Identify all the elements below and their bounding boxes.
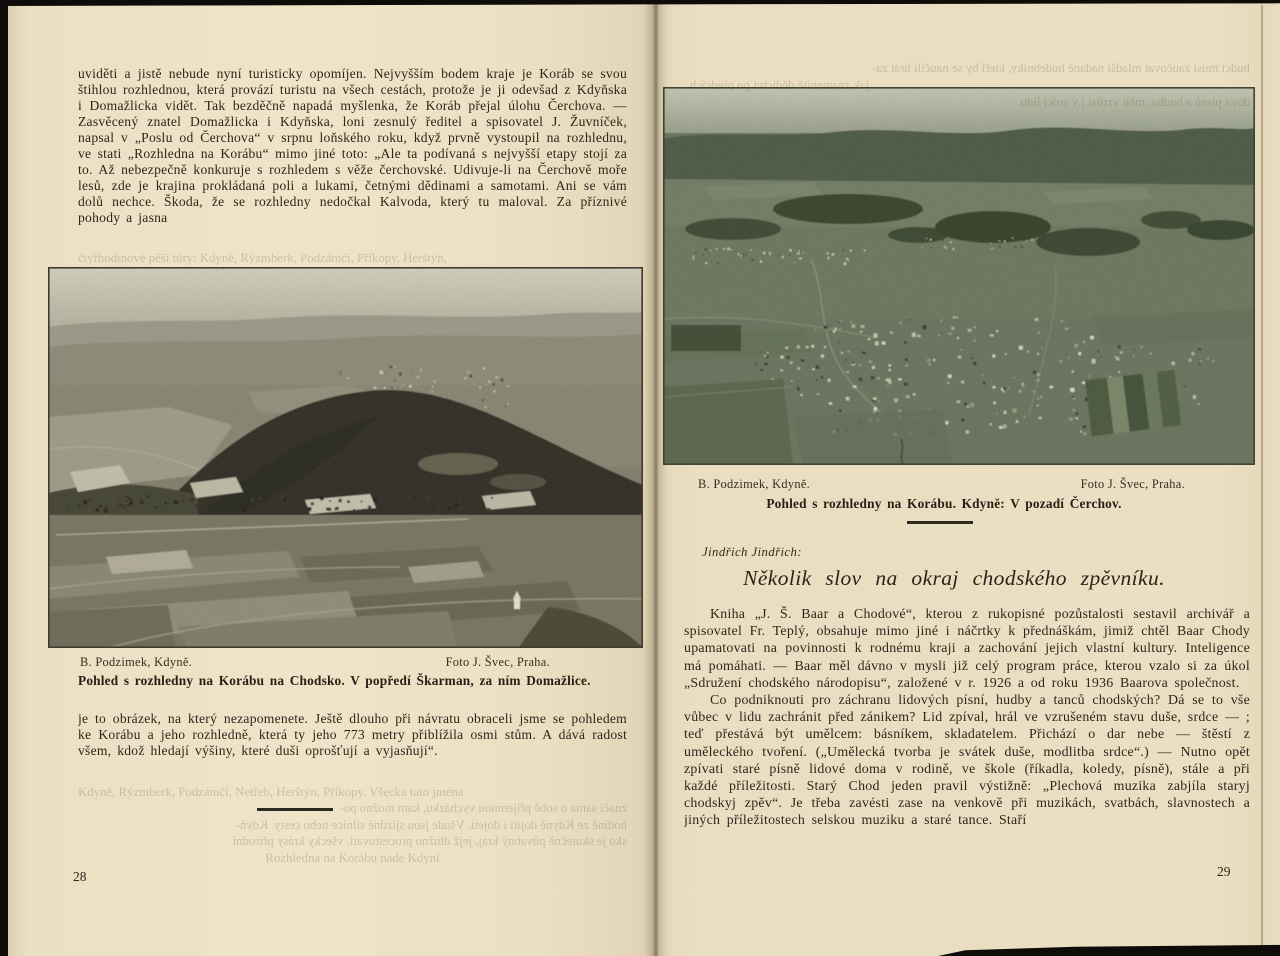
article-body (684, 606, 1250, 880)
right-page-number: 29 (1217, 864, 1231, 879)
left-photo-credit-author: B. Podzimek, Kdyně. (80, 655, 193, 669)
aerial-photo-chodsko (48, 267, 643, 648)
page-right (655, 0, 1280, 956)
right-photo-credit-author: B. Podzimek, Kdyně. (698, 477, 811, 491)
right-paragraph-1: Kniha „J. Š. Baar a Chodové“, kterou z rukopisné pozůstalosti sestavil archivář a spisovatel Fr. Teplý, obsahuje mimo jiné i náčrtky k přednáškám, jimiž chtěl Baar Chody upamatovati na povinnosti k rodnému kraji a zachování jejich vlastní kultury. Inteligence má pomáhati. — Baar měl dávno v mysli již celý program práce, kterou vzalo si za úkol „Sdružení chodského národopisu“, založené v r. 1926 a od roku 1936 Baarova společnost. (684, 607, 1250, 691)
left-paragraph-bottom: je to obrázek, na který nezapomenete. Ještě dlouho při návratu obraceli jsme se pohledem ke Korábu a jeho rozhledně, která ty jeho 773 metry přiblížila osmi stům. A dává radost všem, kdož hledají výšiny, které duši oprošťují a vyjasňují“. (78, 711, 627, 758)
article-author: Jindřich Jindřich: (702, 545, 802, 559)
left-paragraph-top: uviděti a jistě nebude nyní turisticky opomíjen. Nejvyšším bodem kraje je Koráb se svou štihlou rozhlednou, která provází turistu na všech cestách, protože je ji odevšad z Kdyňska i Domažlicka vidět. Tak bezděčně napadá myšlenka, že Koráb přejal úlohu Čerchova. — Zasvěcený znatel Domažlicka i Kdyňska, loni zesnulý ředitel a spisovatel J. Žuvníček, napsal v „Poslu od Čerchova“ v srpnu loňského roku, když prvně vystoupil na rozhlednu, ve stati „Rozhledna na Korábu“ mimo jiné toto: „Ale ta podívaná s nejvyšší etapy stojí za to. Až nebezpečně konkuruje s rozhledem s věže čerchovské. Udivuje-li na Čerchově moře lesů, zde je krajina prokládaná poli a lukami, četnými dědinami a samotami. Ani se vám dolů nechce. Škoda, že se rozhledny nedočkal Kalvoda, který tu maloval. Za příznivé pohody a jasna (78, 66, 627, 225)
left-ghost-line-top: čtyřhodinové pěší túry: Kdyně, Rýzmberk, Podzámčí, Příkopy, Herštýn, (78, 251, 447, 265)
aerial-photo-kdyne (663, 87, 1255, 465)
paper-edge-line (1261, 5, 1263, 950)
left-photo-credit-photographer: Foto J. Švec, Praha. (445, 655, 550, 669)
scan-edge-left (0, 0, 8, 956)
page-left (7, 0, 655, 956)
right-photo-credit-photographer: Foto J. Švec, Praha. (1080, 477, 1185, 491)
left-page-number: 28 (73, 869, 87, 884)
left-photo-caption: Pohled s rozhledny na Korábu na Chodsko. V popředí Škarman, za ním Domažlice. (78, 673, 591, 688)
left-photo-credits (80, 655, 550, 670)
aerial-photo-kdyne-art (663, 87, 1255, 465)
article-title: Několik slov na okraj chodského zpěvníku. (743, 566, 1165, 590)
aerial-photo-chodsko-art (48, 267, 643, 648)
right-photo-credits (698, 477, 1185, 492)
right-section-rule (907, 521, 973, 524)
right-photo-caption: Pohled s rozhledny na Korábu. Kdyně: V pozadí Čerchov. (766, 496, 1122, 511)
book-spine-gutter (644, 0, 668, 956)
left-section-rule (257, 808, 333, 811)
right-ghost-block-top: hudci musí zaučovat mladší nadané hudebníky, kteří by se naučili hrát za- jak znamenitě dědictví po předcích dová píseň a hudba, měli vzrůst i v srdci lidu. (690, 61, 1250, 109)
left-ghost-block-bottom: Kdyně, Rýzmberk, Podzámčí, Netřeb, Herštýn, Příkopy. Všecka tato jména značí sama o sobě příjemnou vycházku, kam možno po- hodině ze Kdyně dojíti i dojeti. Všude jsou sjízdné silnice nebo cesty. Kdyň- sko je skutečně půvabný kraj, jejž dlužno procestovati, všecky krásy přírodní Rozhledna na Korábu nade Kdyní (78, 785, 627, 865)
right-paragraph-2: Co podniknouti pro záchranu lidových písní, hudby a tanců chodských? Dá se to vše vůbec v lidu zachránit před zánikem? Lid zpíval, hrál ve vzrušeném stavu duše, srdce — ; teď přestává být umělcem: básníkem, skladatelem. Přichází o dar nebe — štěstí z uměleckého tvoření. („Umělecká tvorba je svátek duše, modlitba srdce“.) — Nutno opět zpívati staré písně lidové doma v rodině, ve škole (říkadla, koledy, písně), stále a při každé příležitosti. Starý Chod jeden pravil výstižně: „Plechová muzika zabjíla staryj chodskyj zpěv“. Je třeba zavésti zase na venkově při muzikách, svatbách, slavnostech a jiných příležitostech selskou muziku a staré tance. Staří (684, 693, 1250, 829)
